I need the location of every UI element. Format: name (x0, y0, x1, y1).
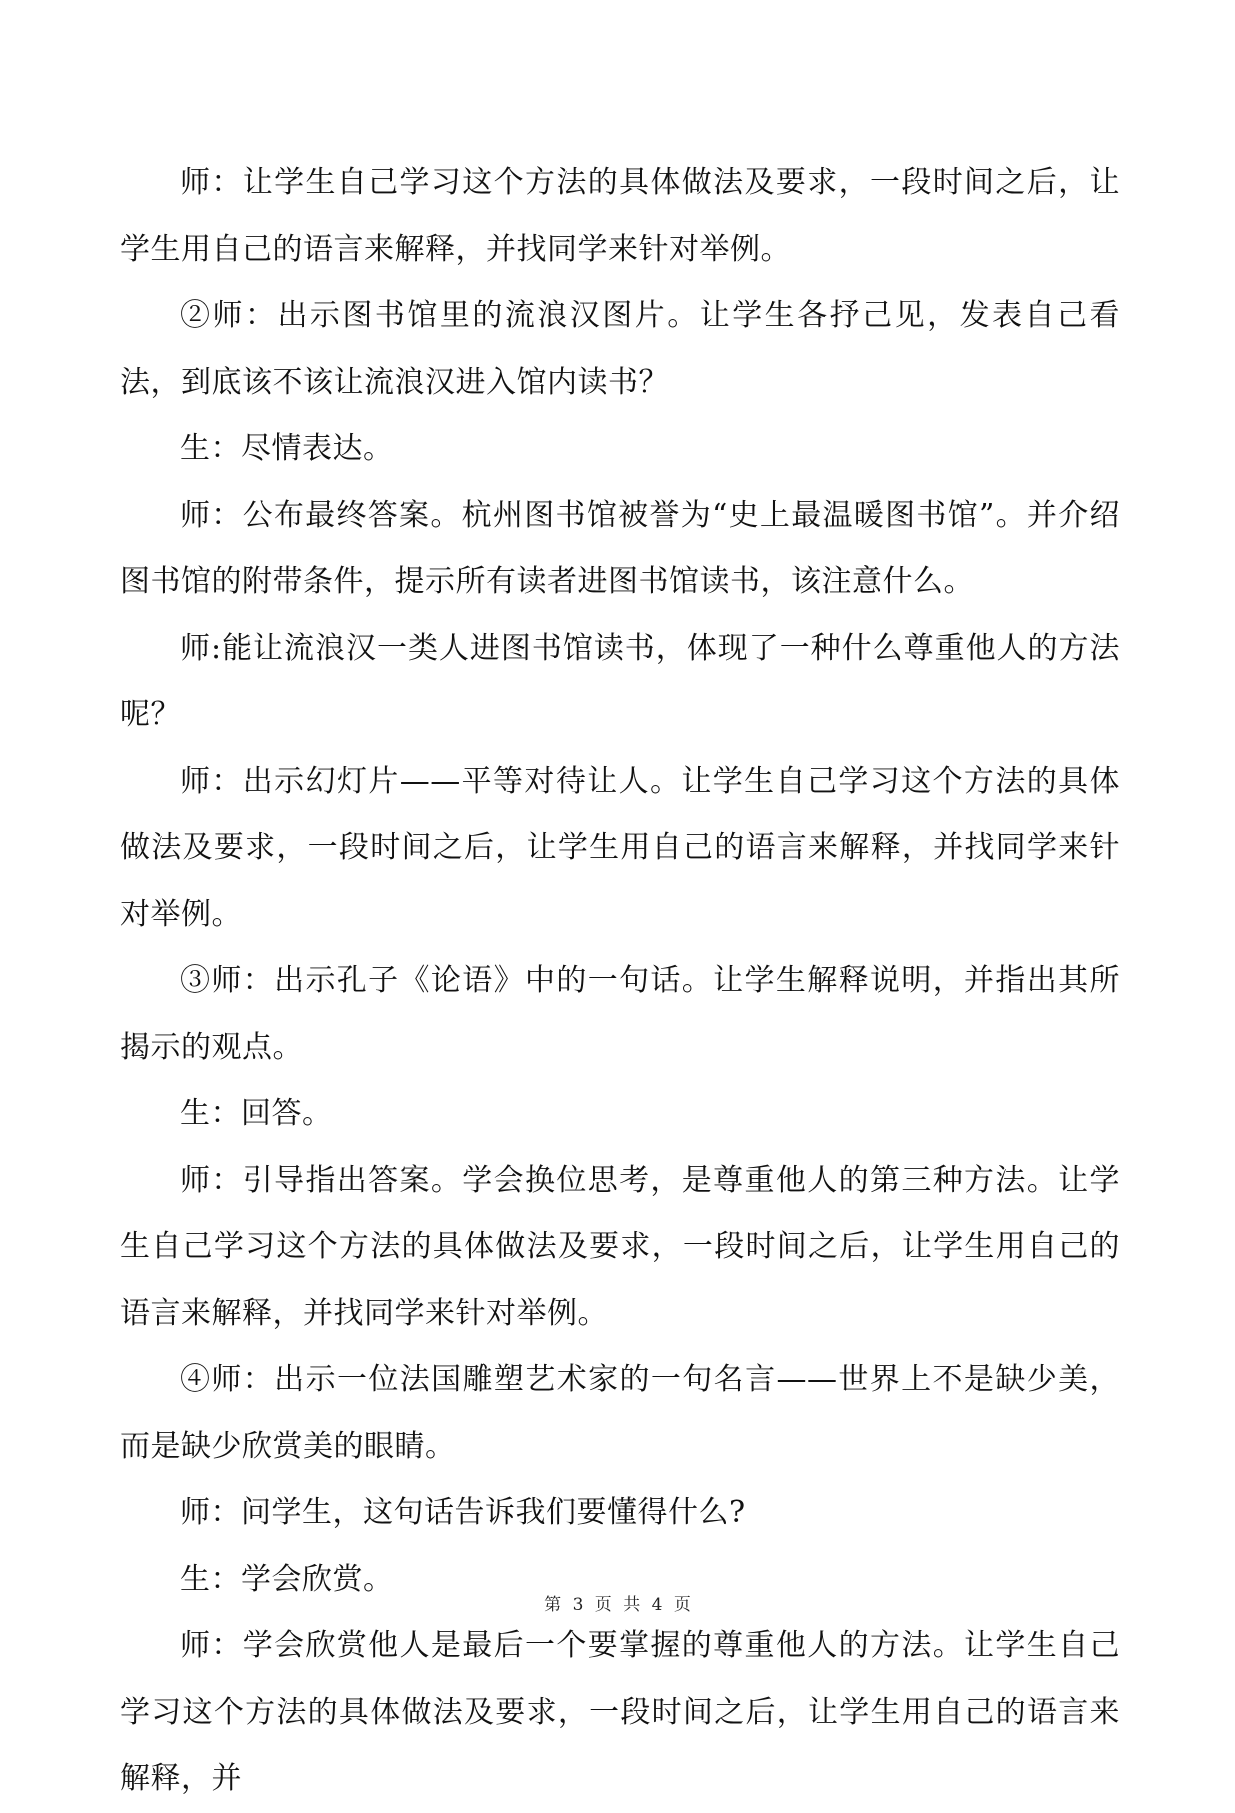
paragraph: 师：学会欣赏他人是最后一个要掌握的尊重他人的方法。让学生自己学习这个方法的具体做法及要求，一段时间之后，让学生用自己的语言来解释，并 (120, 1628, 1120, 1796)
paragraph: 师：引导指出答案。学会换位思考，是尊重他人的第三种方法。让学生自己学习这个方法的具体做法及要求，一段时间之后，让学生用自己的语言来解释，并找同学来针对举例。 (120, 1162, 1120, 1331)
paragraph: 生：回答。 (180, 1096, 333, 1131)
paragraph: 师：让学生自己学习这个方法的具体做法及要求，一段时间之后，让学生用自己的语言来解释，并找同学来针对举例。 (120, 165, 1120, 267)
paragraph: ④师：出示一位法国雕塑艺术家的一句名言——世界上不是缺少美，而是缺少欣赏美的眼睛。 (120, 1362, 1120, 1464)
paragraph: ②师：出示图书馆里的流浪汉图片。让学生各抒己见，发表自己看法，到底该不该让流浪汉进入馆内读书？ (120, 298, 1120, 400)
paragraph: 师：问学生，这句话告诉我们要懂得什么? (180, 1495, 746, 1530)
paragraph: ③师：出示孔子《论语》中的一句话。让学生解释说明，并指出其所揭示的观点。 (120, 963, 1120, 1065)
paragraph: 生：学会欣赏。 (180, 1561, 394, 1597)
paragraph: 师:能让流浪汉一类人进图书馆读书，体现了一种什么尊重他人的方法呢？ (120, 630, 1120, 732)
page-footer (0, 1590, 1235, 1615)
paragraph: 师：公布最终答案。杭州图书馆被誉为“史上最温暖图书馆”。并介绍图书馆的附带条件，提示所有读者进图书馆读书，该注意什么。 (120, 497, 1120, 599)
page-number-label: 第 3 页 共 4 页 (544, 1595, 691, 1615)
paragraph: 生：尽情表达。 (180, 431, 394, 466)
document-body (120, 150, 1120, 1813)
paragraph: 师：出示幻灯片——平等对待让人。让学生自己学习这个方法的具体做法及要求，一段时间之后，让学生用自己的语言来解释，并找同学来针对举例。 (120, 763, 1120, 932)
